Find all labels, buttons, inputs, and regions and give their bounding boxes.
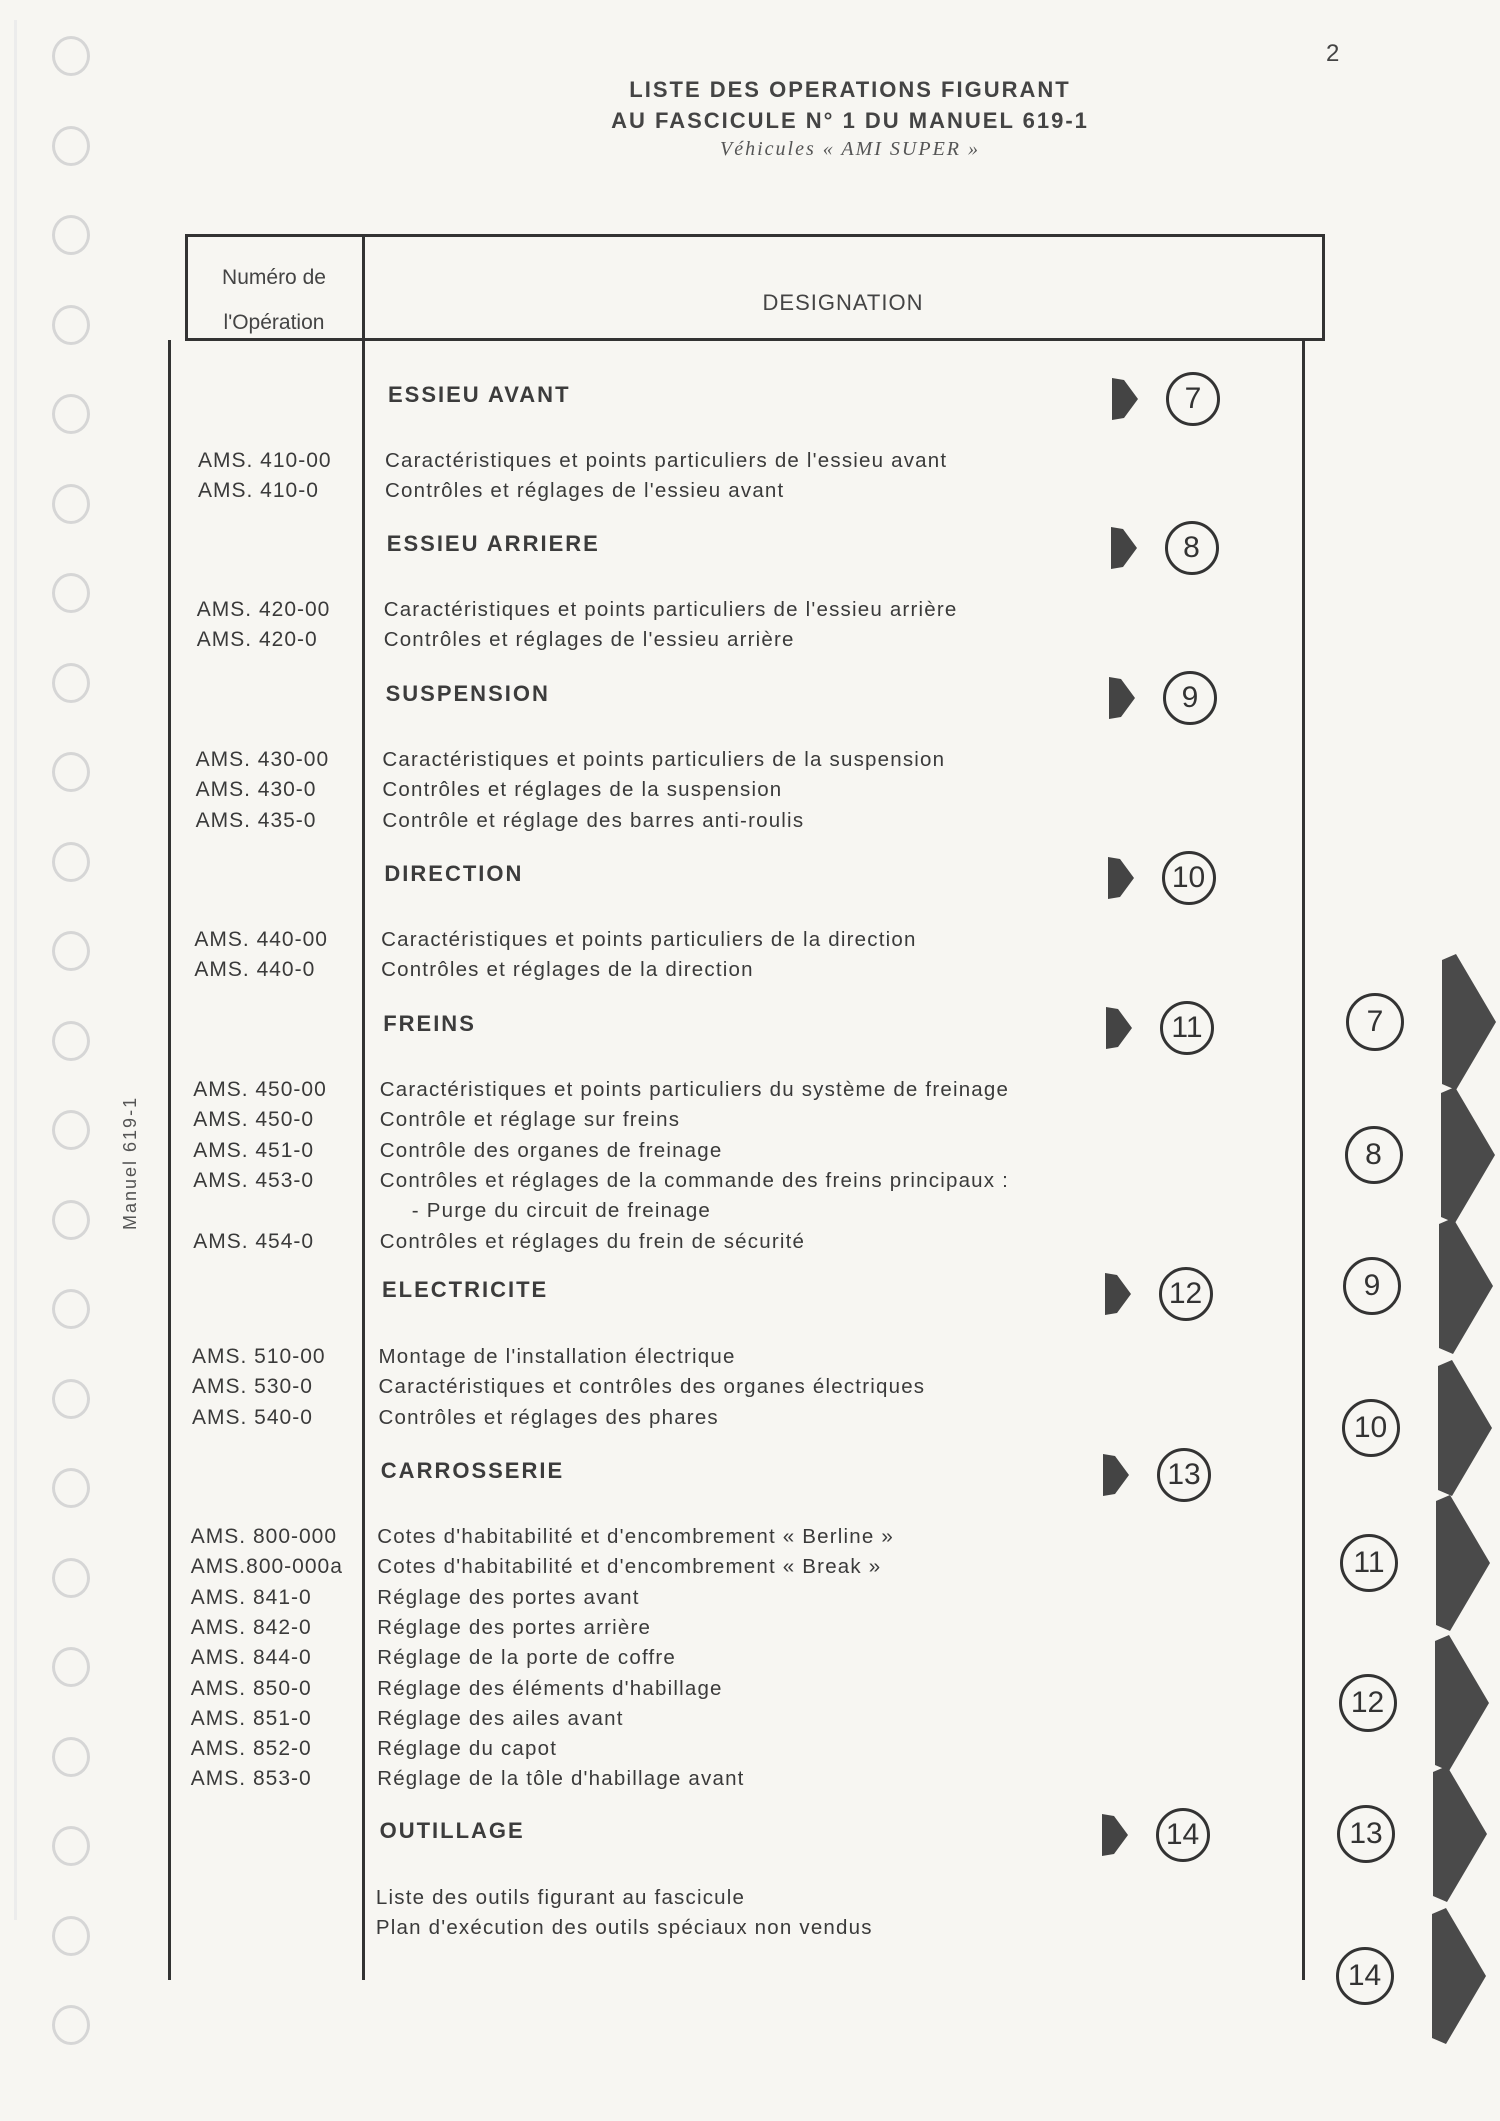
section-title: CARROSSERIE xyxy=(380,1458,565,1483)
column-header-line-2: l'Opération xyxy=(223,311,325,334)
table-top-border xyxy=(185,234,1325,237)
header-line-2: AU FASCICULE N° 1 DU MANUEL 619-1 xyxy=(611,108,1089,133)
binder-hole xyxy=(52,126,90,166)
operation-code: AMS. 844-0 xyxy=(190,1646,312,1670)
operation-designation: Plan d'exécution des outils spéciaux non vendus xyxy=(375,1916,873,1940)
section-title: OUTILLAGE xyxy=(379,1818,525,1843)
operation-designation: Contrôles et réglages des phares xyxy=(378,1405,719,1429)
operation-code: AMS. 440-00 xyxy=(194,928,328,951)
header-line-1: LISTE DES OPERATIONS FIGURANT xyxy=(629,77,1071,102)
table-right-border-lower xyxy=(1302,340,1305,1980)
operation-designation: Réglage des éléments d'habillage xyxy=(377,1676,723,1700)
operation-designation: Montage de l'installation électrique xyxy=(378,1345,736,1368)
operation-designation: Réglage de la tôle d'habillage avant xyxy=(377,1767,745,1791)
section-title: ELECTRICITE xyxy=(382,1277,549,1302)
operation-code: AMS. 450-0 xyxy=(193,1108,315,1132)
section-title: ESSIEU ARRIERE xyxy=(386,531,600,556)
operation-code: AMS. 440-0 xyxy=(194,958,316,982)
side-label: Manuel 619-1 xyxy=(120,1095,140,1230)
operation-designation: Caractéristiques et points particuliers du système de freinage xyxy=(379,1078,1010,1101)
binder-hole xyxy=(52,1647,90,1687)
binder-hole xyxy=(52,1200,90,1240)
binder-hole xyxy=(52,1916,90,1956)
operation-designation: Cotes d'habitabilité et d'encombrement « Berline » xyxy=(377,1525,895,1548)
arrow-right-icon xyxy=(1109,525,1139,571)
binder-hole xyxy=(52,1826,90,1866)
index-tab-number: 9 xyxy=(1343,1257,1401,1315)
page-number: 2 xyxy=(1326,40,1340,67)
operation-designation: Caractéristiques et points particuliers de la direction xyxy=(381,928,917,951)
index-tab-arrow-icon xyxy=(1440,952,1500,1092)
operation-designation: Caractéristiques et contrôles des organes électriques xyxy=(378,1375,926,1399)
binder-hole xyxy=(52,305,90,345)
section-reference-number: 13 xyxy=(1157,1448,1211,1502)
index-tab-arrow-icon xyxy=(1436,1358,1496,1498)
operation-designation: Réglage des ailes avant xyxy=(377,1706,624,1730)
operation-code: AMS. 450-00 xyxy=(193,1078,327,1101)
operation-code: AMS.800-000a xyxy=(190,1555,343,1579)
operation-code: AMS. 454-0 xyxy=(193,1229,315,1253)
operation-designation: Réglage de la porte de coffre xyxy=(377,1646,677,1670)
section-reference-number: 14 xyxy=(1156,1808,1210,1862)
operation-designation: Contrôle des organes de freinage xyxy=(379,1138,723,1162)
binder-hole xyxy=(52,663,90,703)
section-title: SUSPENSION xyxy=(385,681,550,706)
operation-code: AMS. 841-0 xyxy=(190,1585,312,1609)
index-tab-arrow-icon xyxy=(1431,1764,1491,1904)
operation-designation: - Purge du circuit de freinage xyxy=(411,1199,712,1223)
binder-hole xyxy=(52,752,90,792)
binder-hole xyxy=(52,1379,90,1419)
operation-code: AMS. 851-0 xyxy=(190,1706,312,1730)
binder-hole xyxy=(52,484,90,524)
operation-code: AMS. 435-0 xyxy=(195,808,317,832)
arrow-right-icon xyxy=(1103,1271,1133,1317)
operation-designation: Caractéristiques et points particuliers de l'essieu avant xyxy=(385,449,948,472)
binder-hole xyxy=(52,2005,90,2045)
arrow-right-icon xyxy=(1110,376,1140,422)
section-reference-number: 9 xyxy=(1163,671,1217,725)
operation-code: AMS. 430-0 xyxy=(195,778,317,802)
binder-hole xyxy=(52,1110,90,1150)
operation-designation: Caractéristiques et points particuliers de la suspension xyxy=(382,748,946,771)
operation-designation: Contrôles et réglages de la commande des freins principaux : xyxy=(379,1168,1010,1192)
operation-designation: Cotes d'habitabilité et d'encombrement « Break » xyxy=(377,1555,882,1579)
operation-designation: Contrôle et réglage des barres anti-roulis xyxy=(382,808,805,832)
operation-designation: Contrôles et réglages de la direction xyxy=(381,958,754,982)
operation-designation: Caractéristiques et points particuliers de l'essieu arrière xyxy=(383,598,958,621)
operation-designation: Contrôles et réglages de l'essieu arrière xyxy=(383,628,795,652)
operation-code: AMS. 430-00 xyxy=(195,748,330,771)
binder-hole xyxy=(52,1558,90,1598)
binder-hole xyxy=(52,394,90,434)
operation-code: AMS. 842-0 xyxy=(190,1615,312,1639)
section-reference-number: 8 xyxy=(1165,521,1219,575)
index-tab-arrow-icon xyxy=(1437,1216,1497,1356)
operation-code: AMS. 853-0 xyxy=(190,1767,312,1791)
index-tab-arrow-icon xyxy=(1433,1633,1493,1773)
operation-code: AMS. 420-0 xyxy=(196,628,318,652)
operation-code: AMS. 510-00 xyxy=(192,1345,326,1368)
operation-designation: Contrôles et réglages du frein de sécurité xyxy=(379,1229,806,1253)
binder-hole xyxy=(52,842,90,882)
section-title: FREINS xyxy=(383,1011,476,1036)
column-header-operation-number xyxy=(186,255,362,345)
binder-hole xyxy=(52,931,90,971)
section-title: ESSIEU AVANT xyxy=(388,382,571,407)
index-tab-arrow-icon xyxy=(1439,1085,1499,1225)
operation-designation: Contrôles et réglages de la suspension xyxy=(382,778,783,802)
column-header-designation: DESIGNATION xyxy=(762,290,924,315)
index-tab-number: 12 xyxy=(1339,1674,1397,1732)
index-tab-number: 11 xyxy=(1340,1534,1398,1592)
index-tab-number: 13 xyxy=(1337,1805,1395,1863)
arrow-right-icon xyxy=(1101,1452,1131,1498)
operation-code: AMS. 540-0 xyxy=(192,1405,313,1429)
table-column-divider xyxy=(362,234,365,1980)
section-title: DIRECTION xyxy=(384,861,524,886)
binder-hole xyxy=(52,1468,90,1508)
section-reference-number: 12 xyxy=(1159,1267,1213,1321)
operation-code: AMS. 410-00 xyxy=(198,449,332,472)
document-header xyxy=(400,74,1300,161)
arrow-right-icon xyxy=(1104,1005,1134,1051)
operation-code: AMS. 800-000 xyxy=(190,1525,338,1548)
index-tab-arrow-icon xyxy=(1434,1493,1494,1633)
operation-designation: Réglage des portes avant xyxy=(377,1585,640,1609)
operation-code: AMS. 451-0 xyxy=(193,1138,315,1162)
table-right-border xyxy=(1322,234,1325,340)
operation-code: AMS. 453-0 xyxy=(193,1168,315,1192)
operation-designation: Contrôles et réglages de l'essieu avant xyxy=(385,479,785,503)
arrow-right-icon xyxy=(1107,675,1137,721)
section-reference-number: 10 xyxy=(1162,851,1216,905)
section-reference-number: 7 xyxy=(1166,372,1220,426)
operation-designation: Contrôle et réglage sur freins xyxy=(379,1108,681,1132)
binder-hole xyxy=(52,1021,90,1061)
operation-code: AMS. 420-00 xyxy=(196,598,331,621)
operation-designation: Liste des outils figurant au fascicule xyxy=(375,1886,746,1909)
index-tab-number: 7 xyxy=(1346,993,1404,1051)
binder-hole xyxy=(52,573,90,613)
binder-hole xyxy=(52,36,90,76)
arrow-right-icon xyxy=(1106,855,1136,901)
operation-code: AMS. 410-0 xyxy=(198,479,319,503)
section-reference-number: 11 xyxy=(1160,1001,1214,1055)
index-tab-number: 14 xyxy=(1336,1947,1394,2005)
operation-designation: Réglage des portes arrière xyxy=(377,1615,652,1639)
index-tab-arrow-icon xyxy=(1430,1906,1490,2046)
binder-hole xyxy=(52,1737,90,1777)
header-subtitle: Véhicules « AMI SUPER » xyxy=(719,138,980,160)
binder-edge xyxy=(14,20,17,1920)
column-header-line-1: Numéro de xyxy=(222,266,326,289)
operation-code: AMS. 530-0 xyxy=(192,1375,313,1399)
index-tab-number: 8 xyxy=(1345,1126,1403,1184)
index-tab-number: 10 xyxy=(1342,1399,1400,1457)
arrow-right-icon xyxy=(1100,1812,1130,1858)
operation-code: AMS. 850-0 xyxy=(190,1676,312,1700)
operation-designation: Réglage du capot xyxy=(377,1737,558,1761)
binder-hole xyxy=(52,215,90,255)
operation-code: AMS. 852-0 xyxy=(190,1737,312,1761)
table-left-border-lower xyxy=(168,340,171,1980)
binder-hole xyxy=(52,1289,90,1329)
